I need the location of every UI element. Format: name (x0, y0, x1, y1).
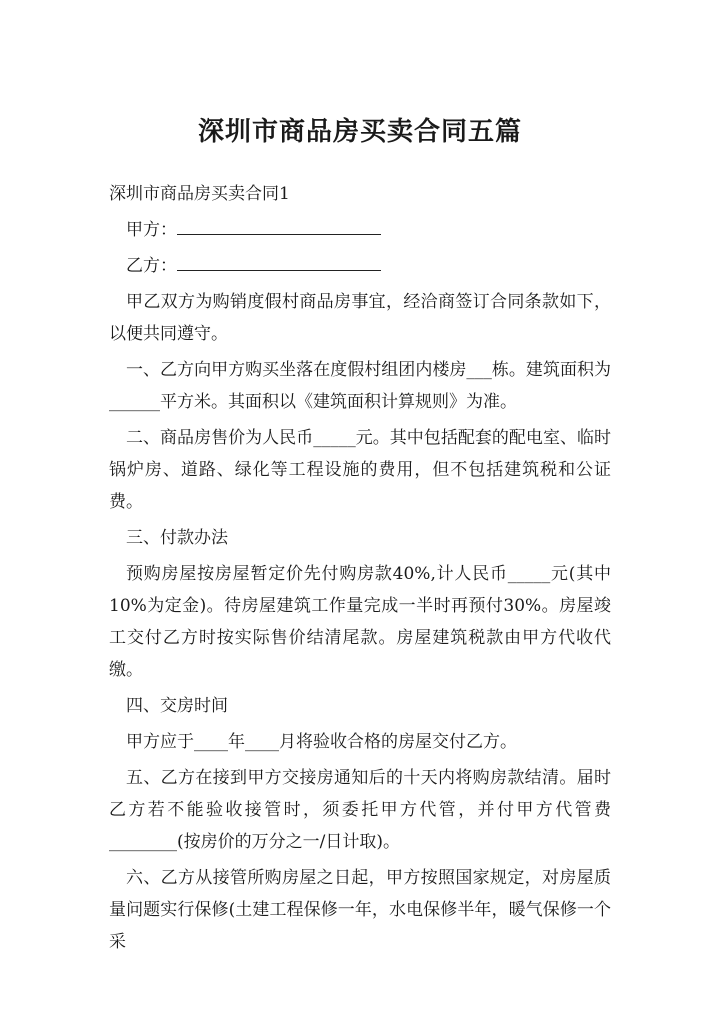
paragraph: 五、乙方在接到甲方交接房通知后的十天内将购房款结清。届时乙方若不能验收接管时，须委托甲方代管，并付甲方代管费________(按房价的万分之一/日计取)。 (109, 768, 611, 852)
paragraph: 二、商品房售价为人民币_____元。其中包括配套的配电室、临时锅炉房、道路、绿化等工程设施的费用，但不包括建筑税和公证费。 (109, 428, 611, 512)
document-title: 深圳市商品房买卖合同五篇 (197, 117, 522, 147)
paragraph: 预购房屋按房屋暂定价先付购房款40%,计人民币_____元(其中10%为定金)。待房屋建筑工作量完成一半时再预付30%。房屋竣工交付乙方时按实际售价结清尾款。房屋建筑税款由甲方代收代缴。 (109, 564, 611, 680)
document-body (109, 178, 611, 962)
paragraph: 一、乙方向甲方购买坐落在度假村组团内楼房___栋。建筑面积为______平方米。其面积以《建筑面积计算规则》为准。 (109, 360, 611, 412)
party-a-label: 甲方： (126, 220, 177, 240)
paragraph: 六、乙方从接管所购房屋之日起，甲方按照国家规定，对房屋质量问题实行保修(土建工程保修一年，水电保修半年，暖气保修一个采 (109, 868, 611, 952)
paragraph: 甲乙双方为购销度假村商品房事宜，经洽商签订合同条款如下，以便共同遵守。 (109, 292, 611, 344)
party-b-label: 乙方： (126, 256, 177, 276)
paragraph: 四、交房时间 (126, 696, 228, 716)
party-a-line (109, 214, 611, 246)
paragraph: 甲方应于____年____月将验收合格的房屋交付乙方。 (126, 732, 517, 752)
paragraph: 三、付款办法 (126, 528, 228, 548)
party-b-line (109, 250, 611, 282)
section-heading: 深圳市商品房买卖合同1 (109, 184, 290, 204)
party-a-blank (177, 216, 381, 235)
party-b-blank (177, 252, 381, 271)
